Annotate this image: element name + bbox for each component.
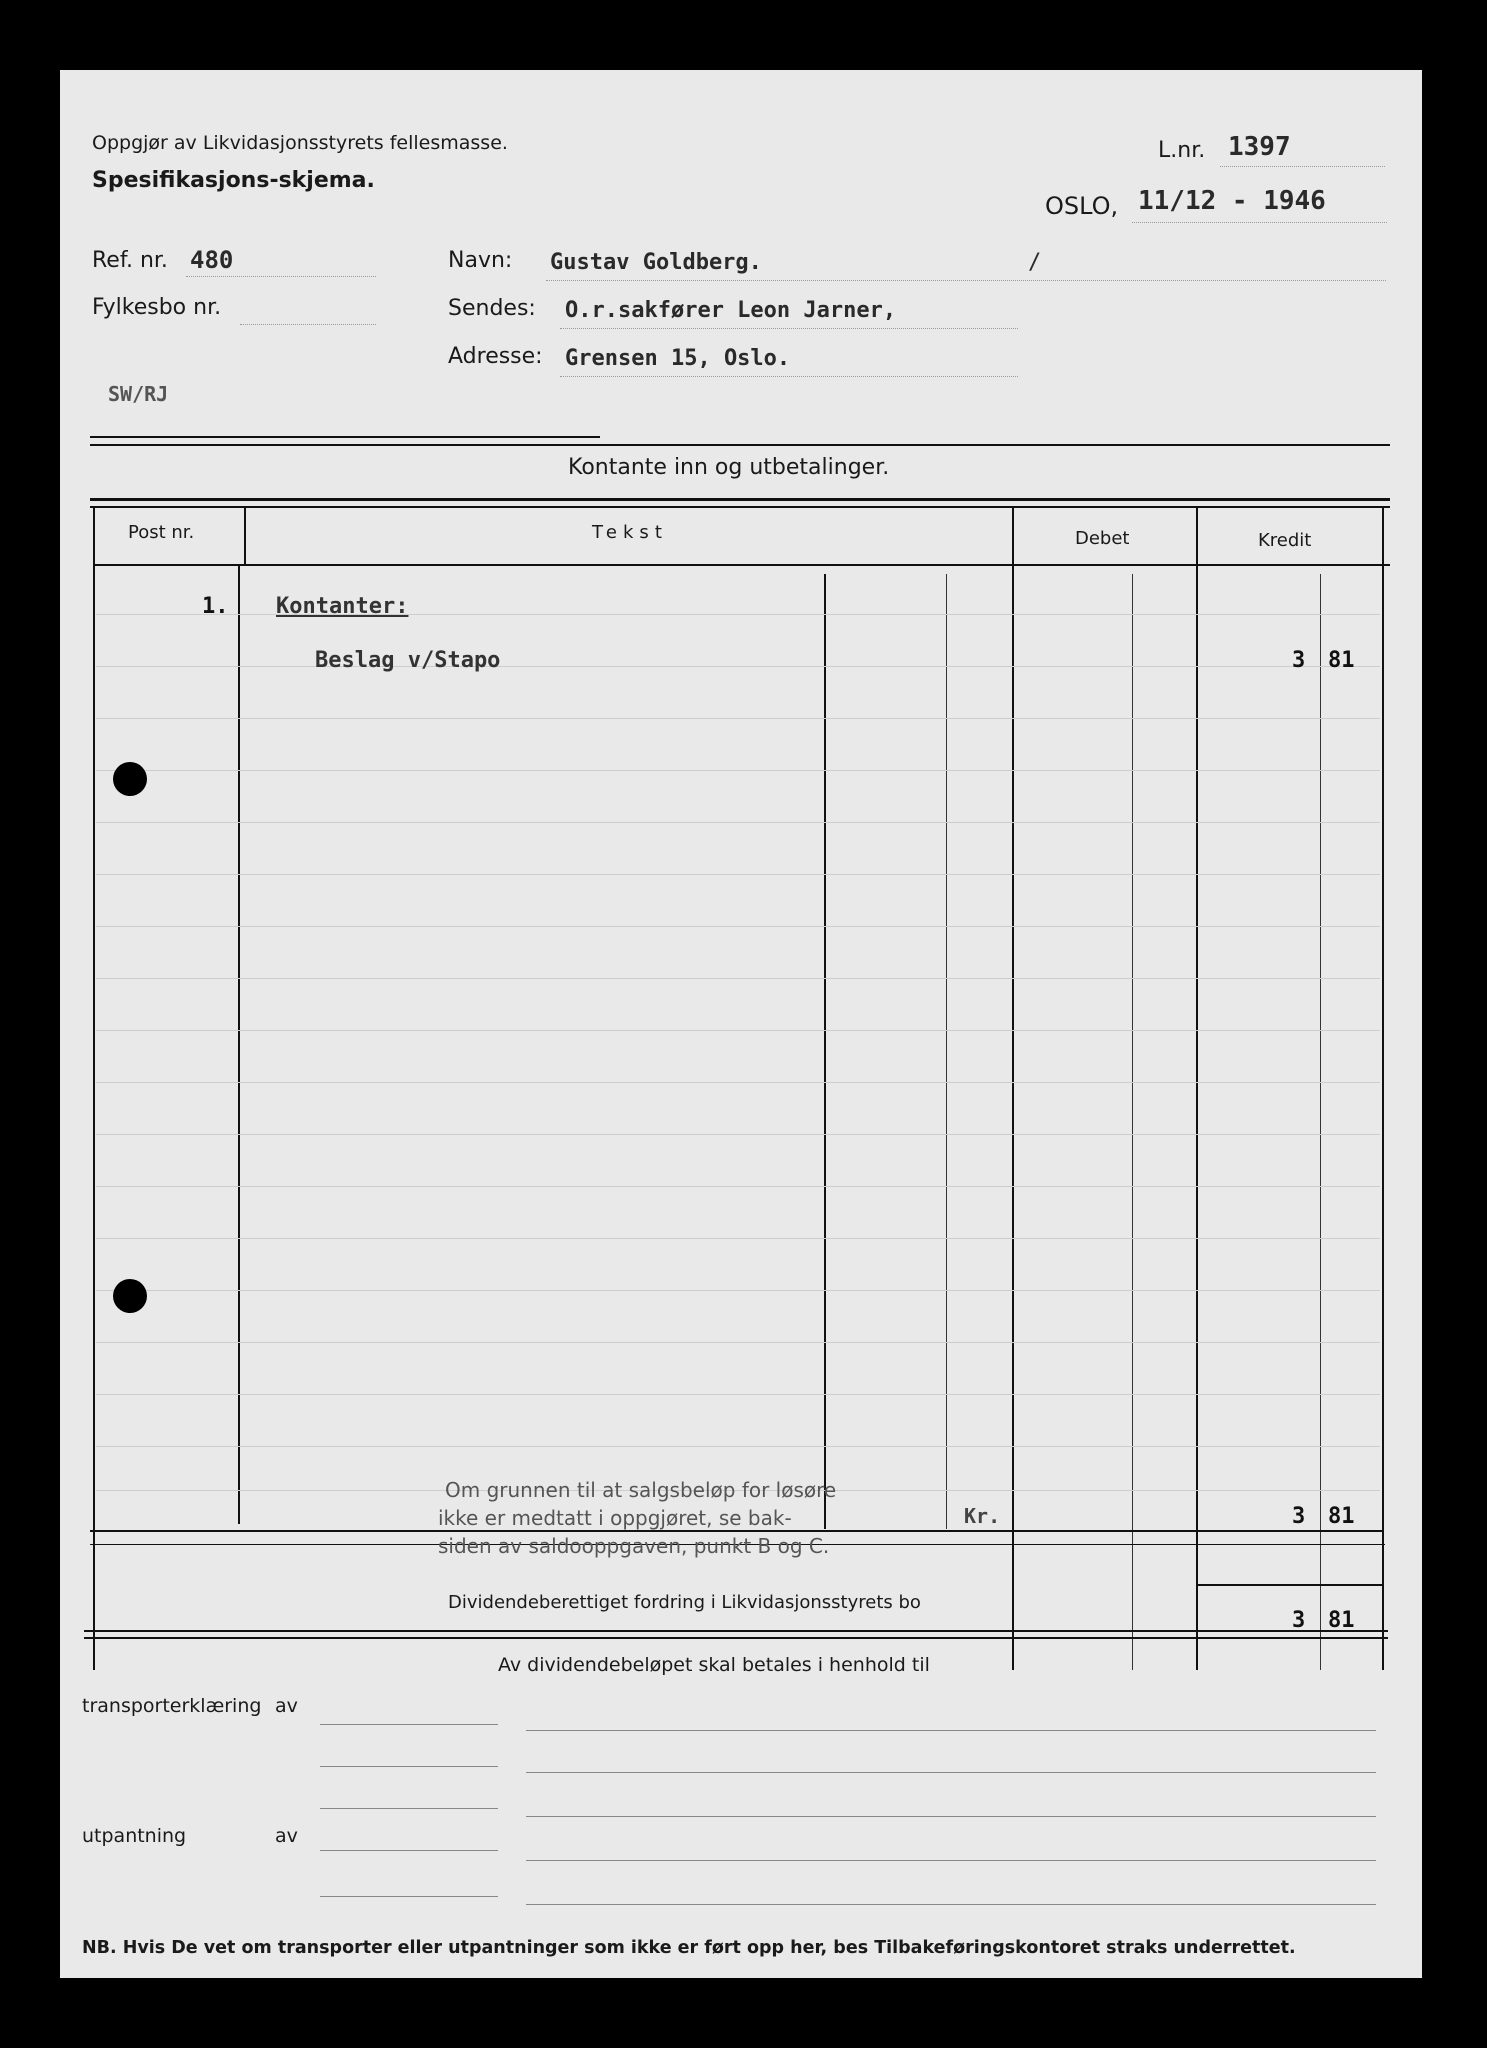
- adresse-line: [560, 376, 1018, 377]
- dividend-ore: 81: [1328, 1608, 1355, 1633]
- header-divider-debet: [1012, 506, 1014, 566]
- row-kredit-ore: 81: [1328, 648, 1355, 673]
- punch-hole: [113, 1279, 147, 1313]
- date-line: [1132, 222, 1387, 223]
- fylkesbo-label: Fylkesbo nr.: [92, 295, 222, 320]
- dividend-label: Dividendeberettiget fordring i Likvidasjonsstyrets bo: [448, 1592, 921, 1613]
- total-rule: [1196, 1584, 1384, 1586]
- kr-label: Kr.: [964, 1504, 1001, 1528]
- header-divider-kredit: [1196, 506, 1198, 566]
- date: 11/12 - 1946: [1138, 186, 1326, 216]
- table-left-border: [93, 506, 95, 1670]
- sendes-label: Sendes:: [448, 296, 536, 321]
- note-line-1: Om grunnen til at salgsbeløp for løsøre: [445, 1478, 837, 1502]
- section-rule: [90, 444, 1390, 446]
- summary-top-rule: [90, 1530, 1384, 1532]
- table-right-border: [1382, 506, 1384, 1670]
- kredit-column-divider: [1196, 564, 1198, 1670]
- adresse-label: Adresse:: [448, 344, 543, 369]
- dividend-kr: 3: [1292, 1608, 1306, 1633]
- place: OSLO,: [1045, 192, 1119, 220]
- payment-intro: Av dividendebeløpet skal betales i henhold til: [498, 1654, 930, 1676]
- punch-hole: [113, 762, 147, 796]
- post-column-divider: [238, 564, 240, 1524]
- document-page: [60, 70, 1422, 1978]
- note-line-3: siden av saldooppgaven, punkt B og C.: [438, 1534, 830, 1558]
- row-text: Kontanter:: [276, 594, 409, 619]
- nb-footer: NB. Hvis De vet om transporter eller utpantninger som ikke er ført opp her, bes Tilbakeføringskontoret straks underrettet.: [82, 1938, 1296, 1958]
- row-kredit-kr: 3: [1292, 648, 1306, 673]
- ref-line: [186, 276, 376, 277]
- form-title: Spesifikasjons-skjema.: [92, 168, 375, 193]
- summary-bottom-rule: [84, 1630, 1388, 1632]
- col-tekst: Tekst: [592, 522, 668, 543]
- section-title: Kontante inn og utbetalinger.: [568, 455, 890, 480]
- navn-mark: /: [1028, 250, 1042, 275]
- lnr-label: L.nr.: [1158, 138, 1206, 163]
- note-line-2: ikke er medtatt i oppgjøret, se bak-: [438, 1506, 792, 1530]
- lnr-value: 1397: [1228, 132, 1291, 162]
- table-top-rule-inner: [90, 506, 1390, 508]
- col-post: Post nr.: [128, 522, 195, 543]
- initials: SW/RJ: [108, 382, 169, 406]
- row-text: Beslag v/Stapo: [315, 648, 501, 673]
- ref-value: 480: [190, 246, 234, 274]
- transport-label: transporterklæring: [82, 1695, 262, 1717]
- header-divider-post: [244, 506, 246, 564]
- org-line: Oppgjør av Likvidasjonsstyrets fellesmasse.: [92, 132, 508, 154]
- sendes-line: [560, 328, 1018, 329]
- col-debet: Debet: [1075, 528, 1130, 549]
- fylkesbo-line: [240, 324, 376, 325]
- col-kredit: Kredit: [1258, 530, 1312, 551]
- row-post: 1.: [202, 594, 229, 619]
- navn-value: Gustav Goldberg.: [550, 250, 762, 275]
- debet-column-divider: [1012, 564, 1014, 1670]
- adresse-value: Grensen 15, Oslo.: [565, 346, 791, 371]
- utpantning-av: av: [275, 1825, 298, 1847]
- kredit-ore-divider: [1320, 574, 1321, 1670]
- debet-ore-divider: [1132, 574, 1133, 1670]
- table-top-rule: [90, 498, 1390, 501]
- transport-av: av: [275, 1695, 298, 1717]
- summary-bottom-rule-2: [84, 1637, 1388, 1639]
- total-ore: 81: [1328, 1504, 1355, 1529]
- total-kr: 3: [1292, 1504, 1306, 1529]
- section-rule-left: [90, 436, 600, 438]
- navn-line: [546, 280, 1386, 281]
- navn-label: Navn:: [448, 248, 513, 273]
- utpantning-label: utpantning: [82, 1825, 187, 1847]
- ref-label: Ref. nr.: [92, 248, 168, 273]
- lnr-line: [1220, 166, 1385, 167]
- sendes-value: O.r.sakfører Leon Jarner,: [565, 298, 897, 323]
